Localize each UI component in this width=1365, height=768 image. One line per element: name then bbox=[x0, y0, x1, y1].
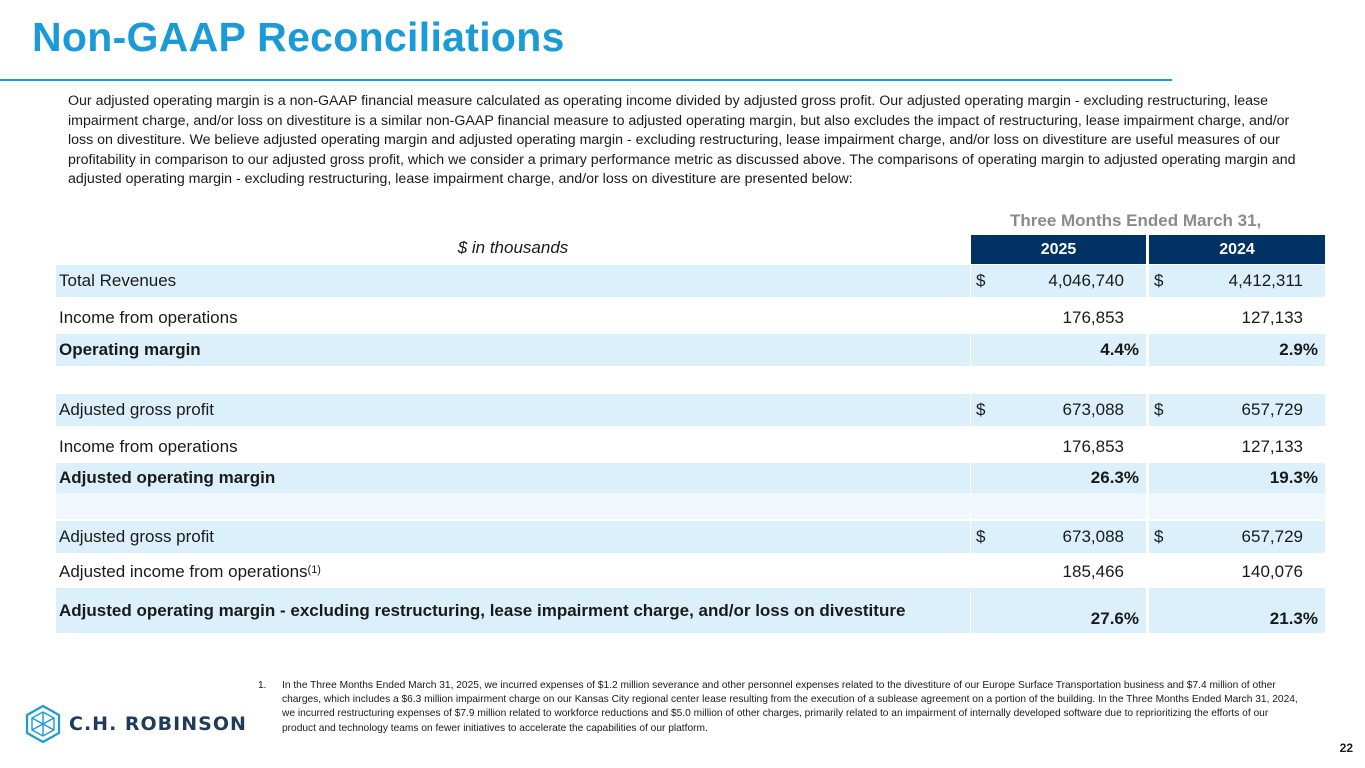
row-label: Operating margin bbox=[56, 334, 970, 366]
value-2024: 657,729 bbox=[1241, 400, 1303, 419]
value-2025: 4.4% bbox=[1100, 340, 1139, 359]
currency-symbol: $ bbox=[976, 271, 986, 290]
value-2025: 176,853 bbox=[1062, 308, 1124, 327]
row-label: Total Revenues bbox=[56, 265, 970, 297]
table-row-adjusted-gross-profit bbox=[56, 521, 1325, 553]
row-label: Income from operations bbox=[59, 308, 238, 327]
row-label: Adjusted gross profit bbox=[56, 394, 970, 426]
footnote-number: 1. bbox=[258, 680, 267, 691]
value-2024: 140,076 bbox=[1241, 562, 1303, 581]
currency-symbol: $ bbox=[976, 400, 986, 419]
period-header: Three Months Ended March 31, bbox=[1010, 211, 1262, 230]
table-row-adjusted-operating-margin-excluding bbox=[56, 588, 1325, 633]
row-label: Adjusted operating margin bbox=[56, 463, 970, 493]
value-2025: 185,466 bbox=[1062, 562, 1124, 581]
column-header-2025: 2025 bbox=[971, 235, 1146, 264]
currency-symbol: $ bbox=[1154, 527, 1164, 546]
title-divider bbox=[0, 79, 1172, 81]
row-label: Adjusted income from operations bbox=[59, 562, 308, 581]
row-label: Adjusted gross profit bbox=[56, 521, 970, 553]
value-2024: 21.3% bbox=[1269, 609, 1318, 628]
value-2024: 127,133 bbox=[1241, 308, 1303, 327]
table-row-adjusted-income-from-operations bbox=[56, 556, 1325, 588]
currency-symbol: $ bbox=[1154, 271, 1164, 290]
currency-symbol: $ bbox=[976, 527, 986, 546]
value-2025: 27.6% bbox=[1090, 609, 1139, 628]
page-title: Non-GAAP Reconciliations bbox=[32, 14, 565, 60]
value-2024: 127,133 bbox=[1241, 437, 1303, 456]
value-2025: 4,046,740 bbox=[1048, 271, 1124, 290]
footnote-text: In the Three Months Ended March 31, 2025, we incurred expenses of $1.2 million severance and other personnel expenses related to the divestiture of our Europe Surface Transportation business and $7.4 million of other charges, which includes a $6.3 million impairment charge on our Kansas City regional center lease resulting from the execution of a sublease agreement on a portion of the building. In the Three Months Ended March 31, 2024, we incurred restructuring expenses of $7.9 million related to workforce reductions and $5.0 million of other charges, primarily related to an impairment of internally developed software due to reprioritizing the efforts of our product and technology teams on fewer initiatives to accelerate the capabilities of our platform. bbox=[282, 680, 1298, 734]
row-label: Adjusted operating margin - excluding restructuring, lease impairment charge, and/or loss on divestiture bbox=[56, 588, 970, 633]
logo-wordmark: C.H. ROBINSON bbox=[69, 713, 247, 735]
value-2025: 673,088 bbox=[1062, 400, 1124, 419]
footnote bbox=[258, 679, 1298, 736]
table-row-total-revenues bbox=[56, 265, 1325, 297]
value-2025: 176,853 bbox=[1062, 437, 1124, 456]
table-row-adjusted-operating-margin bbox=[56, 463, 1325, 493]
table-row-income-from-operations bbox=[56, 302, 1325, 334]
value-2025: 26.3% bbox=[1090, 468, 1139, 487]
table-row-adjusted-gross-profit bbox=[56, 394, 1325, 426]
table-row-operating-margin bbox=[56, 334, 1325, 366]
units-label: $ in thousands bbox=[457, 238, 569, 257]
currency-symbol: $ bbox=[1154, 400, 1164, 419]
page-number: 22 bbox=[1339, 741, 1353, 755]
ch-robinson-cube-icon bbox=[25, 705, 61, 743]
value-2024: 657,729 bbox=[1241, 527, 1303, 546]
row-label: Income from operations bbox=[59, 437, 238, 456]
table-row-income-from-operations bbox=[56, 431, 1325, 463]
value-2025: 673,088 bbox=[1062, 527, 1124, 546]
value-2024: 4,412,311 bbox=[1228, 271, 1303, 290]
table-spacer-row bbox=[56, 493, 1325, 519]
intro-paragraph: Our adjusted operating margin is a non-GAAP financial measure calculated as operating income divided by adjusted gross profit. Our adjusted operating margin - excluding restructuring, lease impairment charge, and/or loss on divestiture is a similar non-GAAP financial measure to adjusted operating margin, but also excludes the impact of restructuring, lease impairment charge, and/or loss on divestiture. We believe adjusted operating margin and adjusted operating margin - excluding restructuring, lease impairment charge, and/or loss on divestiture are useful measures of our profitability in comparison to our adjusted gross profit, which we consider a primary performance metric as discussed above. The comparisons of operating margin to adjusted operating margin and adjusted operating margin - excluding restructuring, lease impairment charge, and/or loss on divestiture are presented below: bbox=[68, 93, 1296, 188]
company-logo bbox=[25, 705, 247, 743]
value-2024: 2.9% bbox=[1279, 340, 1318, 359]
column-header-2024: 2024 bbox=[1149, 235, 1325, 264]
footnote-reference: (1) bbox=[307, 564, 321, 576]
value-2024: 19.3% bbox=[1269, 468, 1318, 487]
